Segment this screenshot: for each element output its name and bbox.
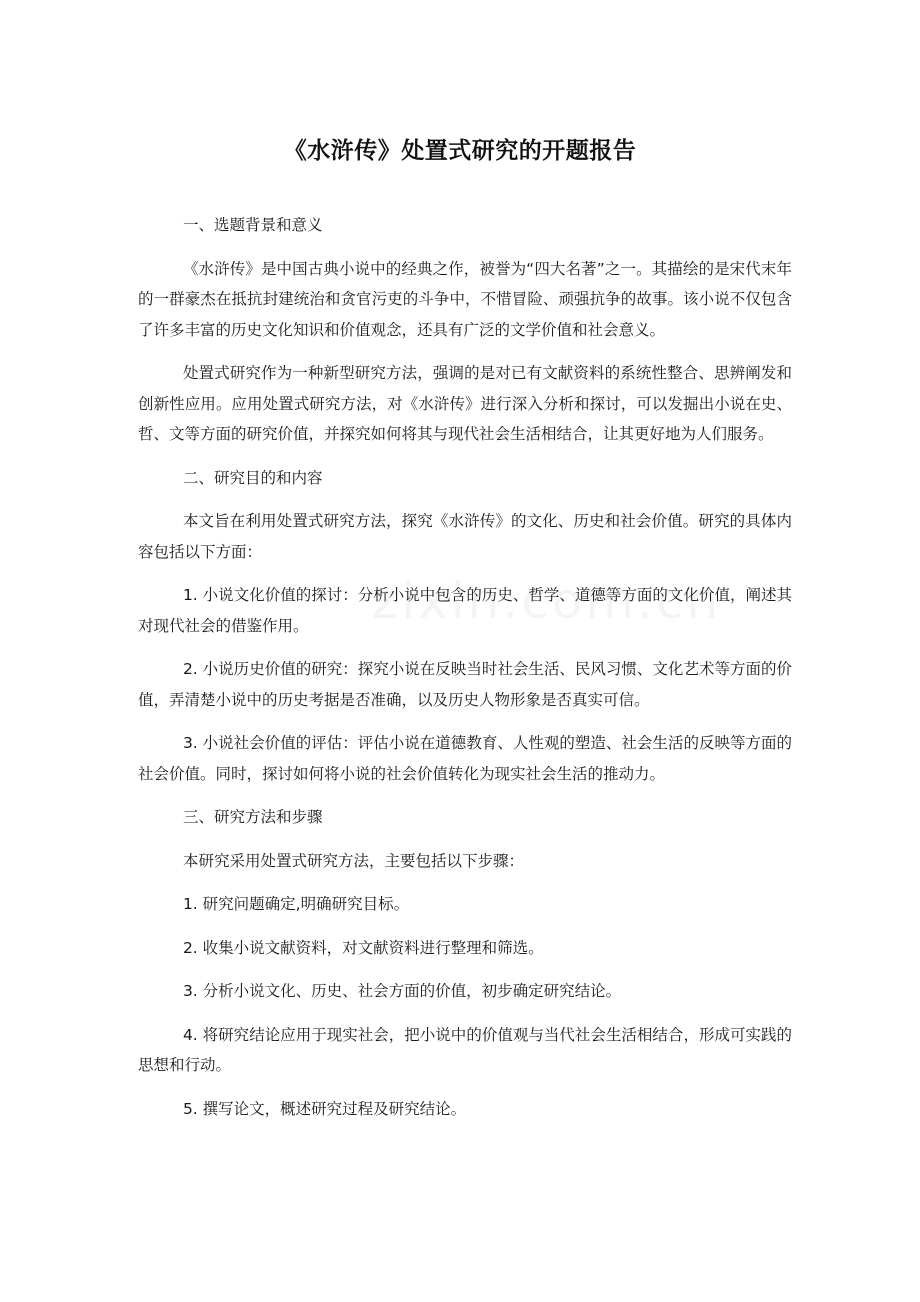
paragraph-background-2: 处置式研究作为一种新型研究方法，强调的是对已有文献资料的系统性整合、思辨阐发和创新性应用。应用处置式研究方法，对《水浒传》进行深入分析和探讨，可以发掘出小说在史、哲、文等方面的研究价值，并探究如何将其与现代社会生活相结合，让其更好地为人们服务。 <box>138 364 792 443</box>
document-body <box>138 210 792 1137</box>
list-item-step-3: 3. 分析小说文化、历史、社会方面的价值，初步确定研究结论。 <box>182 982 622 1000</box>
list-item-step-4: 4. 将研究结论应用于现实社会，把小说中的价值观与当代社会生活相结合，形成可实践的思想和行动。 <box>138 1025 792 1074</box>
list-item-content-2: 2. 小说历史价值的研究：探究小说在反映当时社会生活、民风习惯、文化艺术等方面的价值，弄清楚小说中的历史考据是否准确，以及历史人物形象是否真实可信。 <box>138 660 792 709</box>
paragraph-purpose-intro: 本文旨在利用处置式研究方法，探究《水浒传》的文化、历史和社会价值。研究的具体内容包括以下方面： <box>138 512 792 561</box>
list-item-content-3: 3. 小说社会价值的评估：评估小说在道德教育、人性观的塑造、社会生活的反映等方面的社会价值。同时，探讨如何将小说的社会价值转化为现实社会生活的推动力。 <box>138 734 792 783</box>
list-item-step-5: 5. 撰写论文，概述研究过程及研究结论。 <box>182 1099 467 1118</box>
section-heading-background: 一、选题背景和意义 <box>182 216 323 234</box>
paragraph-methods-intro: 本研究采用处置式研究方法，主要包括以下步骤： <box>182 851 524 870</box>
section-heading-methods: 三、研究方法和步骤 <box>182 808 323 826</box>
list-item-content-1: 1. 小说文化价值的探讨：分析小说中包含的历史、哲学、道德等方面的文化价值，阐述其对现代社会的借鉴作用。 <box>138 586 792 635</box>
paragraph-background-1: 《水浒传》是中国古典小说中的经典之作，被誉为“四大名著”之一。其描绘的是宋代末年的一群豪杰在抵抗封建统治和贪官污吏的斗争中，不惜冒险、顽强抗争的故事。该小说不仅包含了许多丰富的历史文化知识和价值观念，还具有广泛的文学价值和社会意义。 <box>138 259 792 339</box>
list-item-step-2: 2. 收集小说文献资料，对文献资料进行整理和筛选。 <box>182 938 544 957</box>
list-item-step-1: 1. 研究问题确定,明确研究目标。 <box>182 895 410 913</box>
document-title: 《水浒传》处置式研究的开题报告 <box>283 138 637 164</box>
section-heading-purpose: 二、研究目的和内容 <box>182 468 323 487</box>
